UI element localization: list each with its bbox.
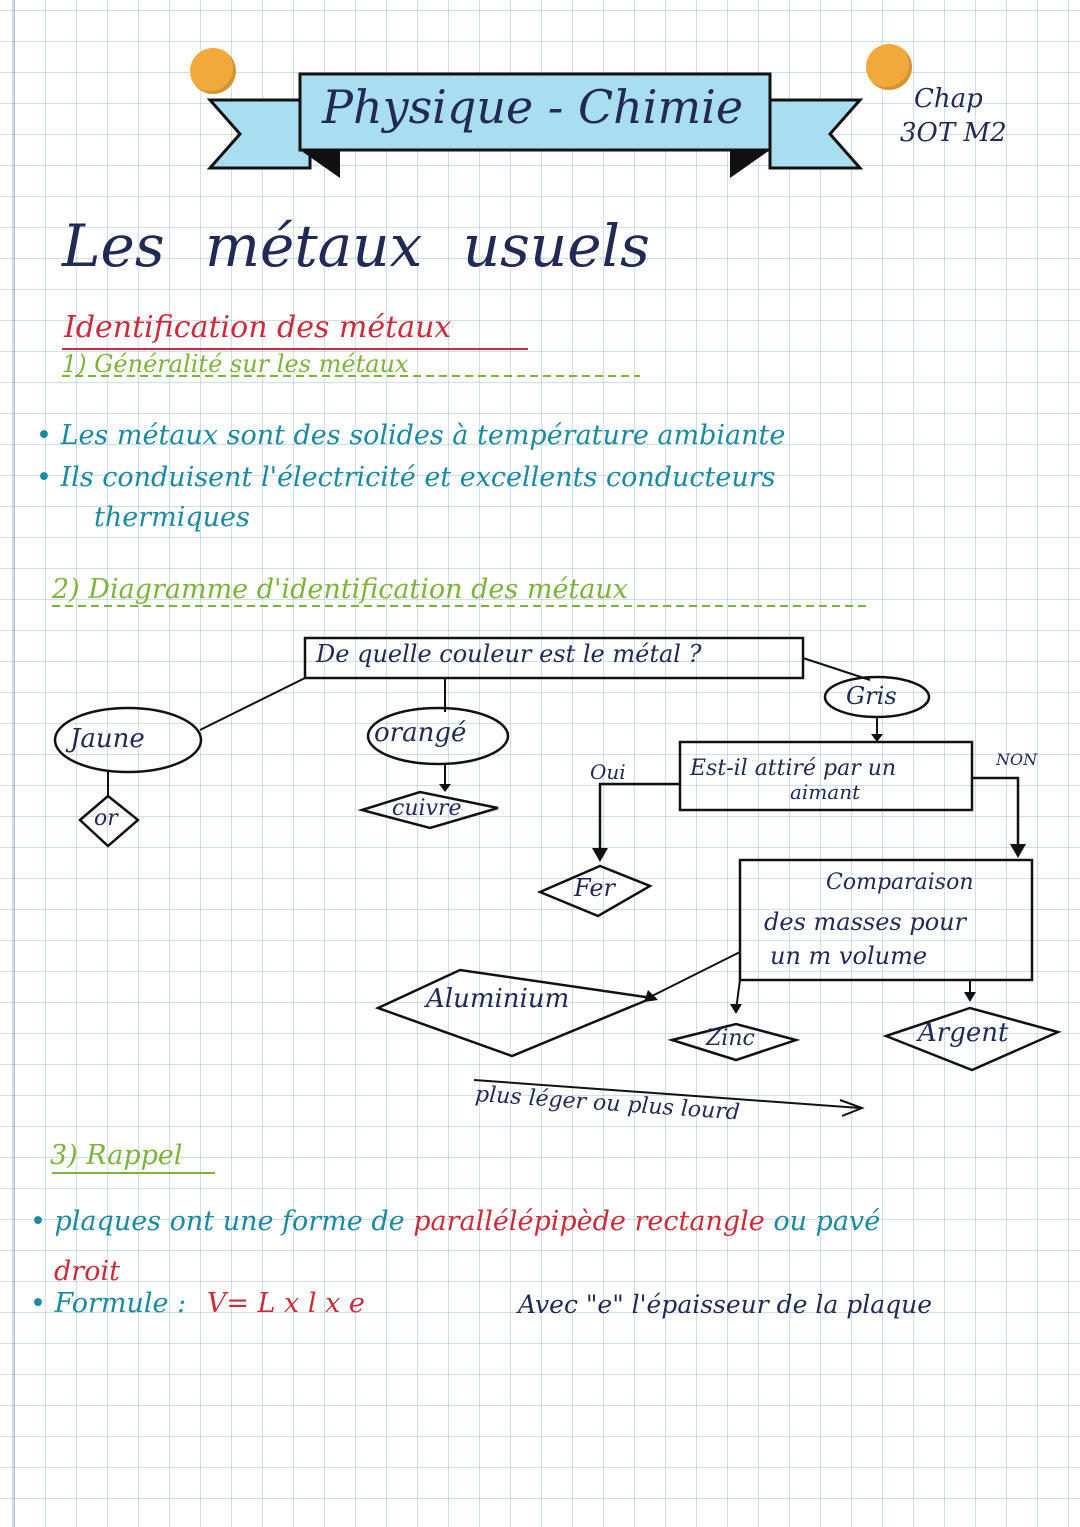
arrow-non [972,778,1018,852]
compare-line3: un m volume [770,942,928,970]
connector-jaune [200,678,305,730]
part1-heading: 1) Généralité sur les métaux [62,350,409,378]
connector-gris [803,658,870,680]
metal-zinc-label: Zinc [706,1026,755,1051]
arrow-oui [600,784,680,856]
part2-heading: 2) Diagramme d'identification des métaux [52,574,628,605]
question-label: De quelle couleur est le métal ? [316,640,702,668]
banner-left-tail [210,100,310,168]
bullet1-part1: plaques ont une forme de [54,1206,405,1237]
formula: V= L x l x e [206,1288,365,1319]
no-label: NON [996,750,1038,769]
metal-aluminium-label: Aluminium [426,984,570,1014]
part1-bullet-2-text: Ils conduisent l'électricité et excellents conducteurs [60,462,776,493]
part3-bullet-2: • Formule : V= L x l x e [30,1288,365,1319]
part1-bullet-1-text: Les métaux sont des solides à température ambiante [60,420,786,451]
metal-cuivre-label: cuivre [392,796,462,821]
banner-right-fold [730,150,770,178]
formula-label: Formule : [54,1288,187,1319]
bullet1-part2: parallélépipède rectangle [413,1206,765,1237]
chapter-label: Chap [914,84,983,114]
color-jaune-label: Jaune [70,724,145,754]
bullet1-part4: droit [54,1256,120,1287]
chapter-code: 3OT M2 [900,118,1007,148]
compare-line1: Comparaison [826,870,974,895]
section-heading: Identification des métaux [64,310,452,345]
metal-or-label: or [94,806,118,831]
color-orange-label: orangé [374,718,467,748]
bullet1-part3: ou pavé [773,1206,881,1237]
formula-note: Avec "e" l'épaisseur de la plaque [518,1290,933,1319]
part3-heading: 3) Rappel [50,1140,183,1171]
page-title: Les métaux usuels [62,212,650,280]
mass-axis-caption: plus léger ou plus lourd [474,1082,741,1126]
banner-title: Physique - Chimie [322,80,744,134]
metal-fer-label: Fer [574,874,616,902]
magnet-question-line2: aimant [790,780,861,804]
part1-bullet-2: • Ils conduisent l'électricité et excellents conducteurs [36,462,776,493]
part3-bullet-1: • plaques ont une forme de parallélépipède rectangle ou pavé [30,1206,881,1237]
magnet-question-line1: Est-il attiré par un [690,756,897,781]
color-gris-label: Gris [846,682,897,710]
banner-right-tail [770,100,860,168]
part1-bullet-2-cont: thermiques [94,502,250,533]
yes-label: Oui [590,760,626,784]
metal-argent-label: Argent [918,1018,1009,1048]
part1-bullet-1: • Les métaux sont des solides à température ambiante [36,420,786,451]
compare-line2: des masses pour [764,908,967,936]
arrow-aluminium [652,952,740,996]
